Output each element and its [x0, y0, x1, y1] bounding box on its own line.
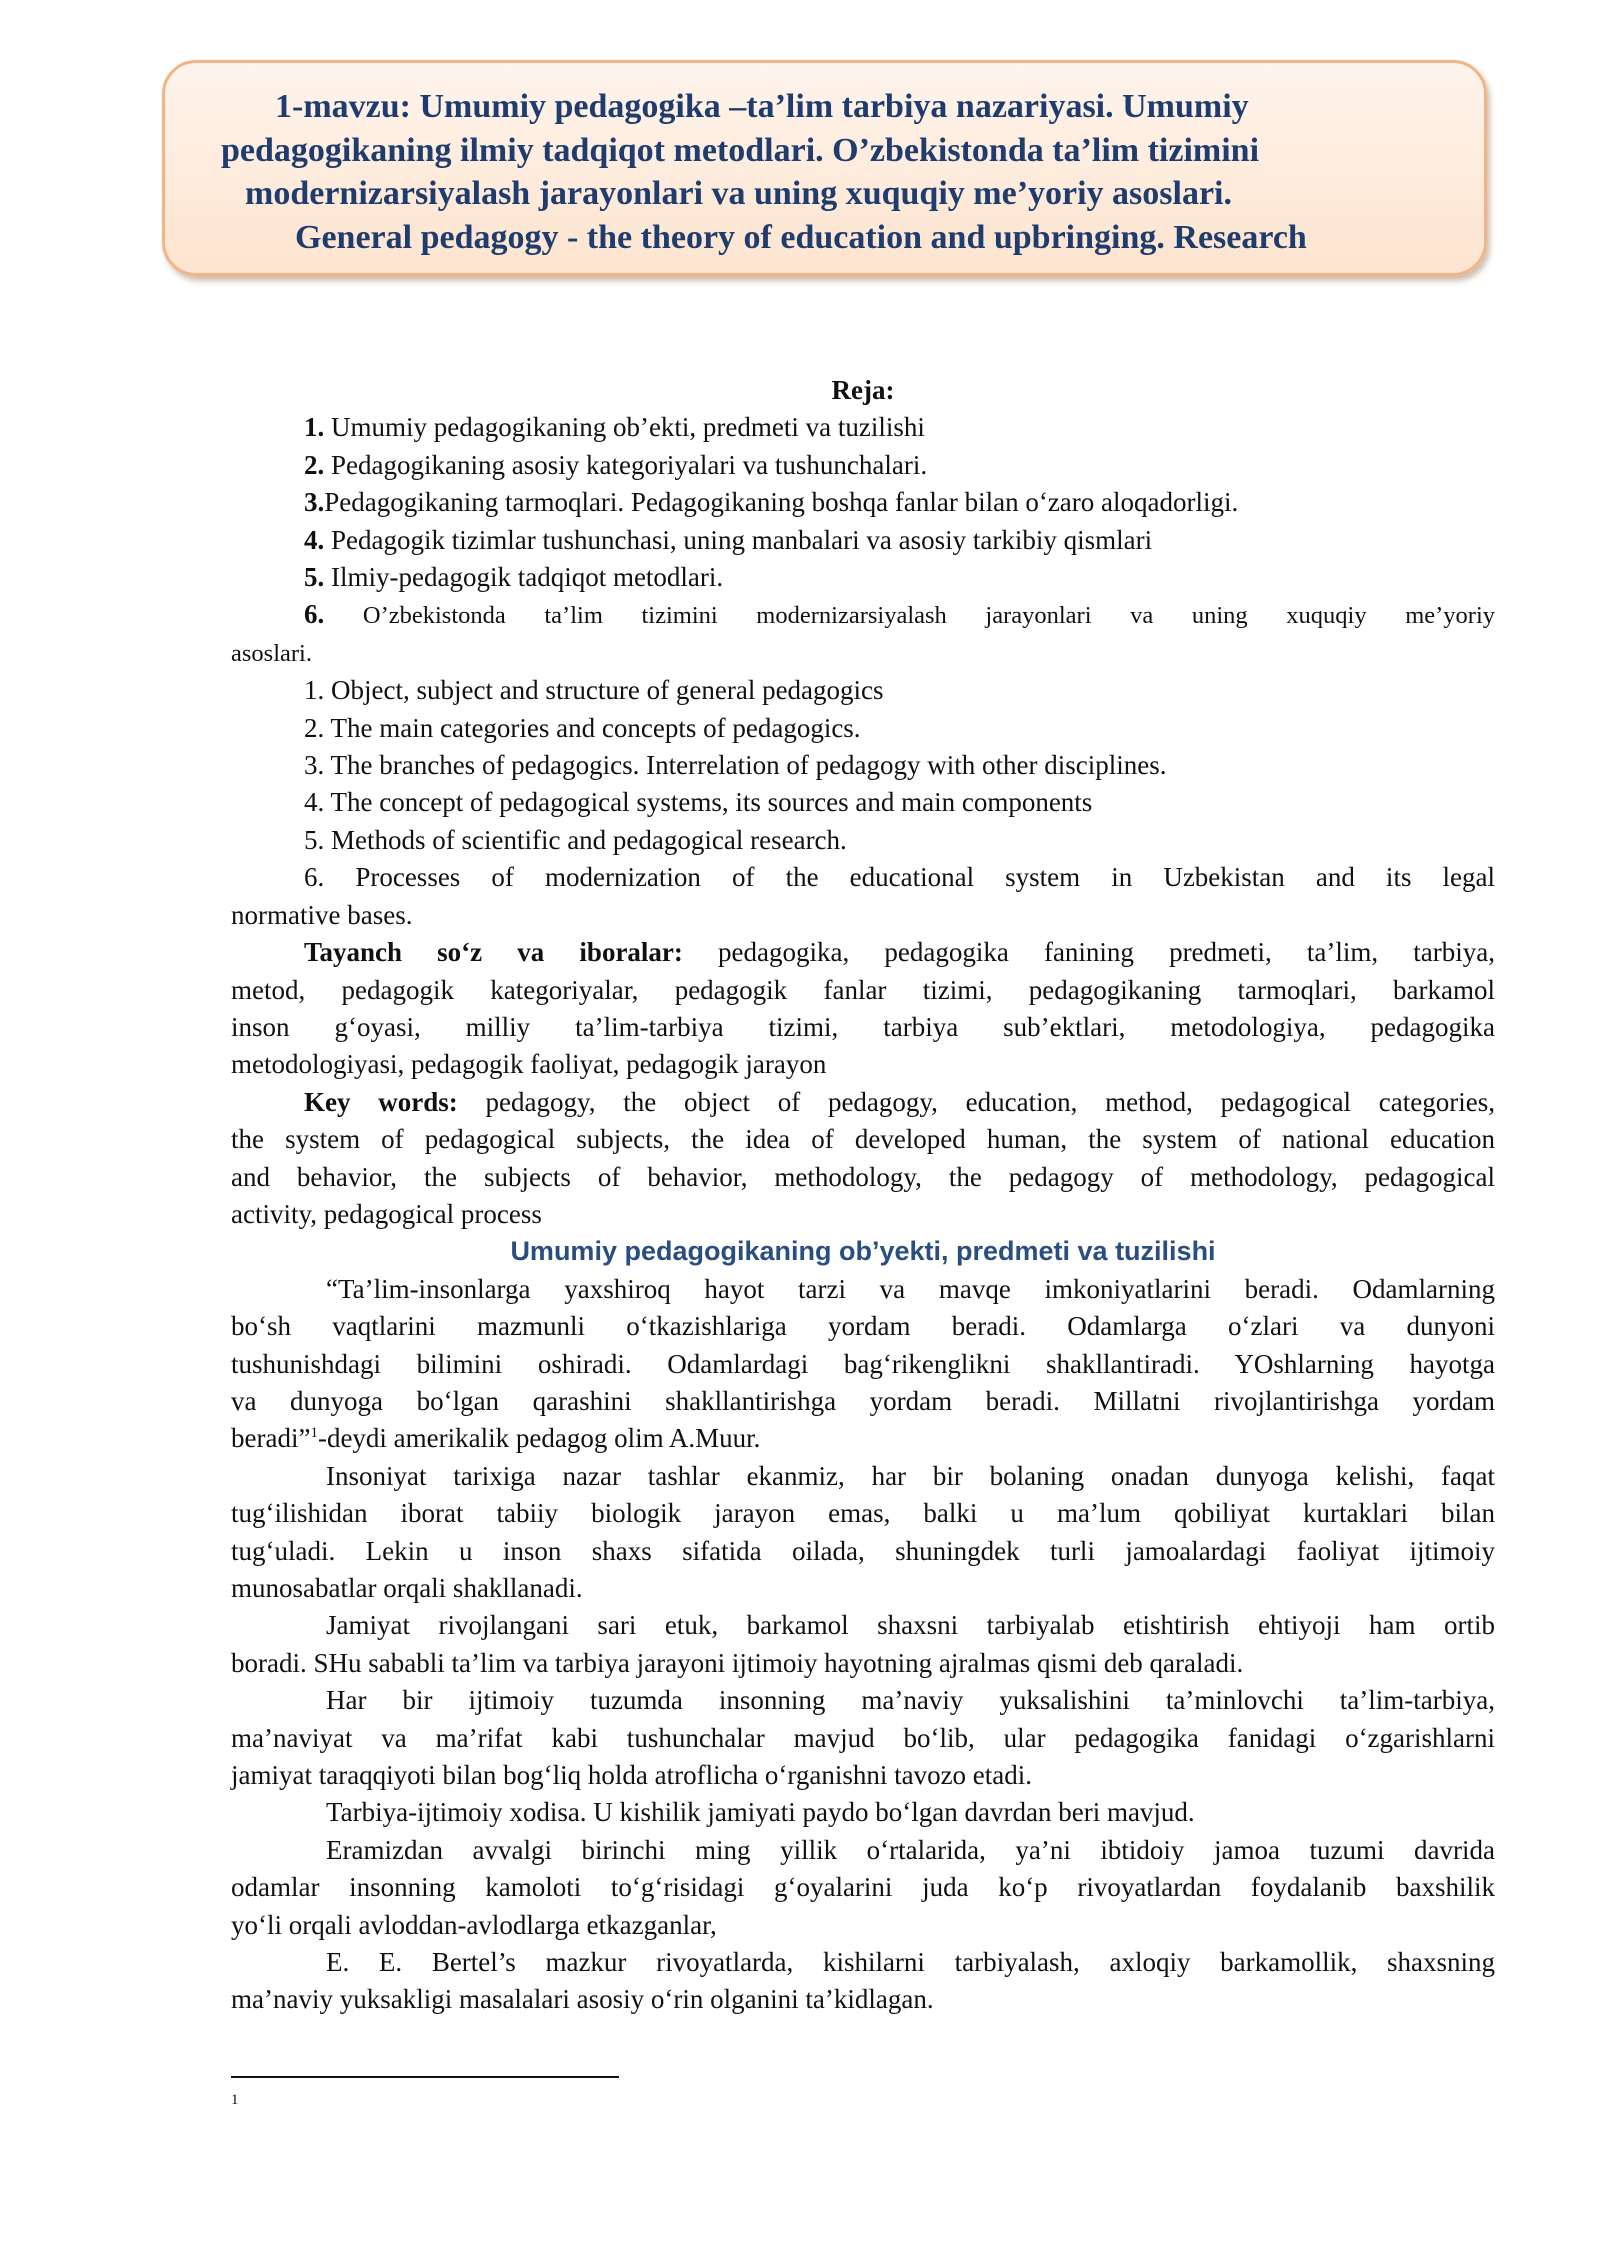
plan-item-continuation: asoslari.: [231, 639, 312, 667]
paragraph-line: tushunishdagi bilimini oshiradi. Odamlardagi bag‘rikenglikni shakllantiradi. YOshlarning hayotga: [231, 1348, 1495, 1379]
footnote-separator: [231, 2076, 619, 2078]
paragraph-line: va dunyoga bo‘lgan qarashini shakllantirishga yordam beradi. Millatni rivojlantirishga yordam: [231, 1385, 1495, 1416]
paragraph-line: Jamiyat rivojlangani sari etuk, barkamol shaxsni tarbiyalab etishtirish ehtiyoji ham ortib: [326, 1610, 1495, 1641]
plan-item-text: Pedagogikaning asosiy kategoriyalari va tushunchalari.: [324, 449, 928, 480]
footnote-reference[interactable]: 1: [310, 1425, 318, 1442]
plan-item-uz: [231, 596, 1495, 634]
plan-item-text: Pedagogikaning tarmoqlari. Pedagogikaning boshqa fanlar bilan o‘zaro aloqadorligi.: [324, 487, 1239, 518]
plan-item-en: 3. The branches of pedagogics. Interrelation of pedagogy with other disciplines.: [304, 750, 1167, 781]
keywords-uz-label: Tayanch so‘z va iboralar:: [304, 937, 683, 968]
document-body: [231, 372, 1495, 2019]
plan-item-number: 5.: [304, 562, 325, 593]
topic-title-line: modernizarsiyalash jarayonlari va uning xuquqiy me’yoriy asoslari.: [245, 175, 1232, 212]
topic-title-line: pedagogikaning ilmiy tadqiqot metodlari. O’zbekistonda ta’lim tizimini: [221, 131, 1260, 169]
paragraph-line: tug‘uladi. Lekin u inson shaxs sifatida oilada, shuningdek turli jamoalardagi faoliyat ijtimoiy: [231, 1535, 1495, 1566]
plan-item-uz: [231, 484, 1495, 521]
keywords-en-line: and behavior, the subjects of behavior, methodology, the pedagogy of methodology, pedagogical: [231, 1161, 1495, 1192]
plan-item-text: Umumiy pedagogikaning ob’ekti, predmeti va tuzilishi: [324, 412, 925, 443]
plan-item-number: 3.: [304, 487, 325, 518]
keywords-en-line: activity, pedagogical process: [231, 1198, 542, 1229]
keywords-uz-line: metodologiyasi, pedagogik faoliyat, pedagogik jarayon: [231, 1049, 827, 1080]
plan-item-number: 4.: [304, 524, 325, 555]
topic-title-line: 1-mavzu: Umumiy pedagogika –ta’lim tarbiya nazariyasi. Umumiy: [275, 88, 1249, 125]
plan-item-number: 6.: [304, 599, 325, 630]
plan-item-en: 4. The concept of pedagogical systems, its sources and main components: [304, 787, 1093, 818]
paragraph-line: odamlar insonning kamoloti to‘g‘risidagi g‘oyalarini juda ko‘p rivoyatlardan foydalanib baxshilik: [231, 1872, 1495, 1903]
paragraph-line: Eramizdan avvalgi birinchi ming yillik o‘rtalarida, ya’ni ibtidoiy jamoa tuzumi davrida: [326, 1834, 1495, 1865]
footnote-mark: 1: [231, 2092, 239, 2108]
keywords-uz-line: [231, 934, 1495, 971]
plan-item-en: 1. Object, subject and structure of general pedagogics: [304, 675, 884, 706]
plan-item-continuation: normative bases.: [231, 899, 413, 930]
paragraph-line: “Ta’lim-insonlarga yaxshiroq hayot tarzi va mavqe imkoniyatlarini beradi. Odamlarning: [326, 1273, 1495, 1304]
paragraph-line: munosabatlar orqali shakllanadi.: [231, 1573, 583, 1603]
paragraph-line: yo‘li orqali avloddan-avlodlarga etkazganlar,: [231, 1909, 717, 1940]
paragraph-line: ma’naviyat va ma’rifat kabi tushunchalar mavjud bo‘lib, ular pedagogika fanidagi o‘zgarishlarni: [231, 1722, 1495, 1753]
plan-item-uz: [231, 409, 1495, 446]
paragraph-line: ma’naviy yuksakligi masalalari asosiy o‘rin olganini ta’kidlagan.: [231, 1984, 934, 2015]
quote-end: beradi”: [231, 1423, 311, 1454]
plan-item-uz: [231, 522, 1495, 559]
paragraph-line: jamiyat taraqqiyoti bilan bog‘liq holda atroflicha o‘rganishni tavozo etadi.: [231, 1760, 1033, 1791]
paragraph-line: tug‘ilishidan iborat tabiiy biologik jarayon emas, balki u ma’lum qobiliyat kurtaklari bilan: [231, 1498, 1495, 1529]
plan-item-en: 6. Processes of modernization of the educational system in Uzbekistan and its legal: [304, 862, 1495, 893]
keywords-en-line: the system of pedagogical subjects, the idea of developed human, the system of national education: [231, 1124, 1495, 1155]
plan-item-text: Ilmiy-pedagogik tadqiqot metodlari.: [324, 562, 724, 593]
keywords-en-line: [231, 1084, 1495, 1121]
keywords-en-label: Key words:: [304, 1086, 458, 1117]
plan-item-number: 2.: [304, 449, 325, 480]
plan-item-uz: [231, 447, 1495, 484]
paragraph-line: E. E. Bertel’s mazkur rivoyatlarda, kishilarni tarbiyalash, axloqiy barkamollik, shaxsning: [326, 1947, 1495, 1978]
plan-item-uz: [231, 559, 1495, 596]
plan-item-text: Pedagogik tizimlar tushunchasi, uning manbalari va asosiy tarkibiy qismlari: [324, 524, 1153, 555]
plan-item-number: 1.: [304, 412, 325, 443]
keywords-uz-line: metod, pedagogik kategoriyalar, pedagogik fanlar tizimi, pedagogikaning tarmoqlari, barkamol: [231, 974, 1495, 1005]
quote-attribution: -deydi amerikalik pedagog olim A.Muur.: [317, 1423, 761, 1454]
paragraph-line: [231, 1420, 1495, 1457]
paragraph-line: Har bir ijtimoiy tuzumda insonning ma’naviy yuksalishini ta’minlovchi ta’lim-tarbiya,: [326, 1685, 1495, 1716]
plan-item-text: O’zbekistonda ta’lim tizimini modernizarsiyalash jarayonlari va uning xuquqiy me’yoriy: [362, 602, 1496, 630]
topic-title-line: General pedagogy - the theory of education and upbringing. Research: [295, 218, 1307, 256]
topic-title-box: [162, 60, 1487, 276]
paragraph-line: Insoniyat tarixiga nazar tashlar ekanmiz, har bir bolaning onadan dunyoga kelishi, faqat: [326, 1460, 1495, 1491]
keywords-en-text: pedagogy, the object of pedagogy, education, method, pedagogical categories,: [457, 1086, 1495, 1117]
paragraph-line: boradi. SHu sababli ta’lim va tarbiya jarayoni ijtimoiy hayotning ajralmas qismi deb qaraladi.: [231, 1647, 1244, 1678]
paragraph-line: Tarbiya-ijtimoiy xodisa. U kishilik jamiyati paydo bo‘lgan davrdan beri mavjud.: [326, 1797, 1195, 1828]
paragraph-line: bo‘sh vaqtlarini mazmunli o‘tkazishlariga yordam beradi. Odamlarga o‘zlari va dunyoni: [231, 1311, 1495, 1342]
keywords-uz-text: pedagogika, pedagogika fanining predmeti, ta’lim, tarbiya,: [682, 937, 1495, 968]
plan-item-en: 5. Methods of scientific and pedagogical research.: [304, 824, 847, 855]
plan-item-en: 2. The main categories and concepts of pedagogics.: [304, 712, 861, 743]
keywords-uz-line: inson g‘oyasi, milliy ta’lim-tarbiya tizimi, tarbiya sub’ektlari, metodologiya, pedagogika: [231, 1011, 1495, 1042]
section-heading: Umumiy pedagogikaning ob’yekti, predmeti va tuzilishi: [510, 1236, 1216, 1267]
plan-heading: Reja:: [831, 375, 895, 405]
